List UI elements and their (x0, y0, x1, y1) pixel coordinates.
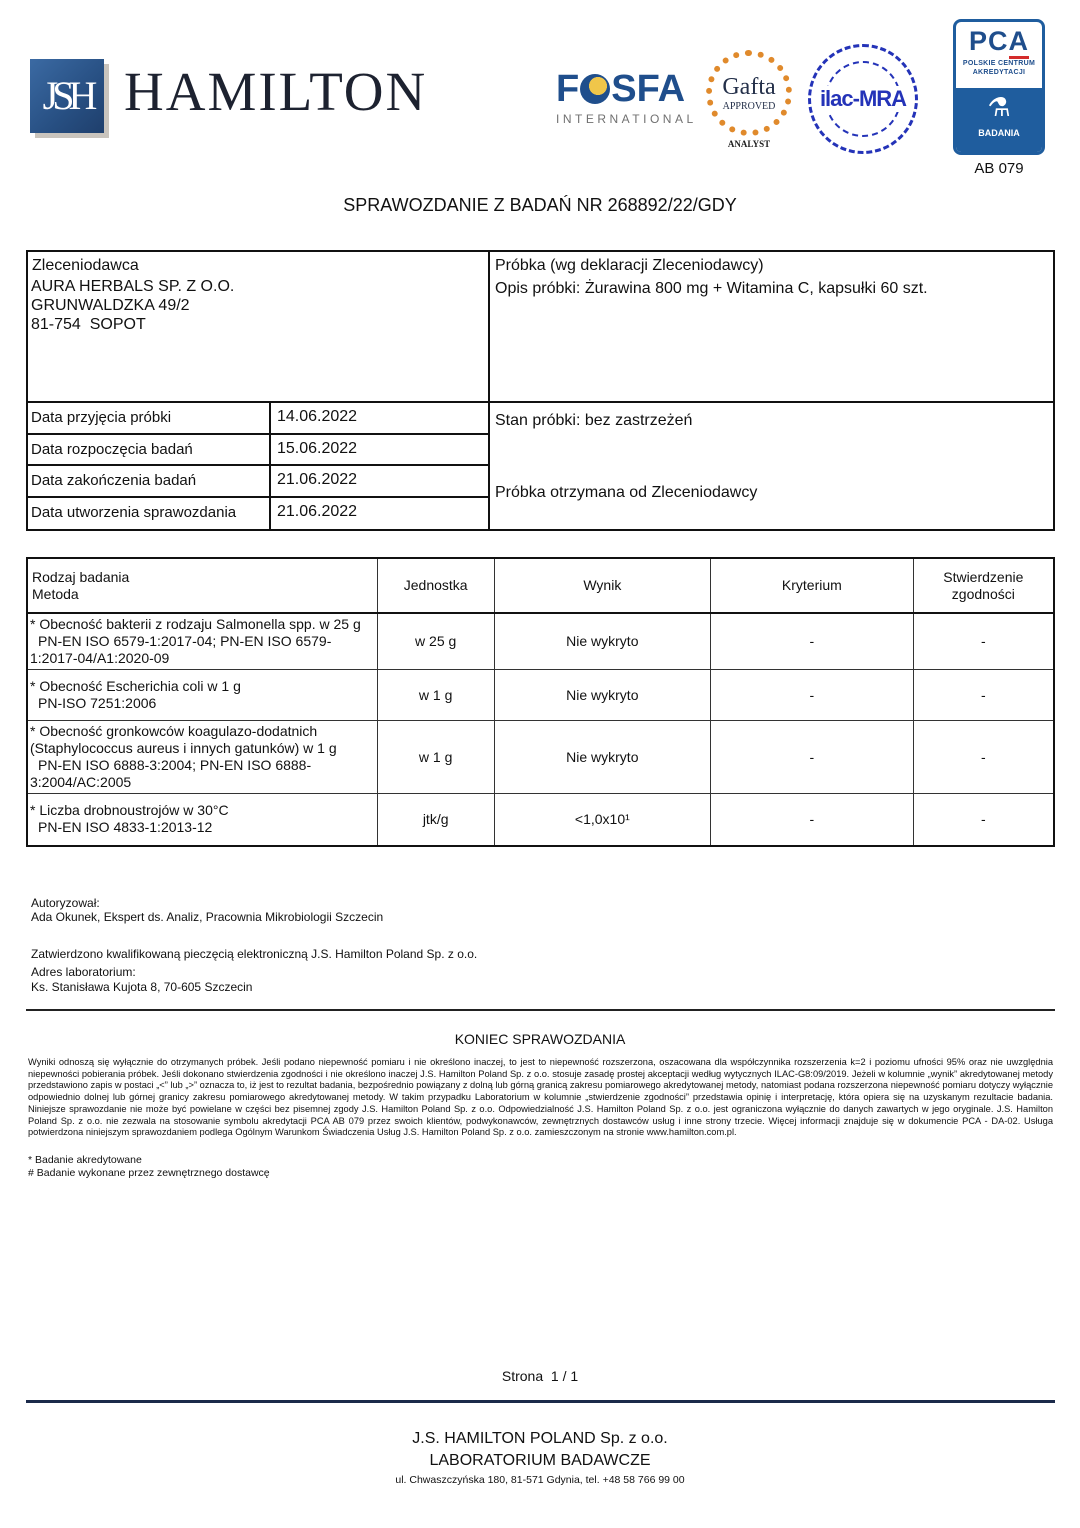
table-row (27, 613, 1054, 670)
conformity-cell: - (913, 794, 1054, 846)
fosfa-logo (556, 70, 696, 126)
globe-icon (580, 74, 610, 104)
gafta-approved-text: APPROVED (722, 100, 776, 112)
header-test-method (27, 558, 377, 613)
page-number: Strona 1 / 1 (501, 1368, 579, 1384)
test-name: * Obecność gronkowców koagulazo-dodatnich (30, 723, 318, 739)
test-name-cont: (Staphylococcus aureus i innych gatunków) w 1 g (30, 740, 337, 756)
test-cell (27, 794, 377, 846)
test-name: * Liczba drobnoustrojów w 30°C (30, 802, 229, 819)
date-label: Data rozpoczęcia badań (28, 435, 271, 465)
conformity-cell: - (913, 670, 1054, 721)
pca-subtitle-1: POLSKIE CENTRUM (962, 60, 1036, 67)
flask-icon: ⚗ (987, 92, 1011, 122)
legend-external: # Badanie wykonane przez zewnętrznego dostawcę (28, 1166, 270, 1179)
result-cell: <1,0x10¹ (494, 794, 711, 846)
result-cell: Nie wykryto (494, 721, 711, 794)
authorized-by-label: Autoryzował: (31, 896, 100, 910)
footer-lab: LABORATORIUM BADAWCZE (429, 1452, 651, 1469)
fosfa-subtitle: INTERNATIONAL (556, 112, 697, 126)
ilac-mra-text: ilac-MRA (819, 86, 907, 111)
table-header-row (27, 558, 1054, 613)
date-value: 14.06.2022 (277, 408, 358, 425)
test-name: * Obecność Escherichia coli w 1 g (30, 678, 241, 694)
unit-cell: w 1 g (377, 670, 494, 721)
table-row (27, 794, 1054, 846)
test-method-cont: 1:2017-04/A1:2020-09 (30, 650, 170, 666)
conformity-cell: - (913, 721, 1054, 794)
monogram-text: JSH (42, 73, 92, 118)
electronic-seal-note: Zatwierdzono kwalifikowaną pieczęcią elektroniczną J.S. Hamilton Poland Sp. z o.o. (31, 947, 478, 961)
criterion-cell: - (711, 794, 914, 846)
sample-description: Opis próbki: Żurawina 800 mg + Witamina C, kapsułki 60 szt. (495, 280, 928, 297)
client-name: AURA HERBALS SP. Z O.O. (31, 278, 235, 295)
test-method: PN-ISO 7251:2006 (38, 695, 157, 711)
date-value: 15.06.2022 (277, 439, 358, 457)
result-cell: Nie wykryto (494, 670, 711, 721)
test-cell (27, 613, 377, 670)
sample-condition: Stan próbki: bez zastrzeżeń (495, 412, 693, 429)
criterion-cell: - (711, 670, 914, 721)
header-test: Rodzaj badania (32, 568, 130, 585)
test-method: PN-EN ISO 4833-1:2013-12 (38, 819, 213, 836)
report-title: SPRAWOZDANIE Z BADAŃ NR 268892/22/GDY (343, 195, 737, 215)
sample-source: Próbka otrzymana od Zleceniodawcy (495, 484, 758, 501)
disclaimer-text: Wyniki odnoszą się wyłącznie do otrzymanych próbek. Jeśli podano niepewność pomiaru i nie określono inaczej, to jest to niepewność rozszerzona, oszacowana dla współczynnika rozszerzenia k=2 i poziomu ufności 95% oraz nie uwzględnia niepewności pobierania próbek. Jeśli dokonano stwierdzenia zgodności i nie określono inaczej J.S. Hamilton Poland Sp. z o.o. stosuje zasadę prostej akceptacji według wytycznych ILAC-G8:09/2019. Jeżeli w kolumnie „wynik” akredytowanej metody przedstawiono zapis w postaci „<” lub „>” oznacza to, iż jest to rezultat badania, bezpośrednio powiązany z dolną lub górną granicą zakresu pomiarowego akredytowanej metody, natomiast podana rozszerzona niepewność pomiaru dotyczy wyłącznie odpowiednio dolnej lub górnej granicy zakresu pomiarowego akredytowanej metody. W takim przypadku Laboratorium w kolumnie „stwierdzenie zgodności” przedstawia opinię i interpretację, która opiera się na uzyskanym rezultacie badania. Niniejsze sprawozdanie nie może być powielane w części bez pisemnej zgody J.S. Hamilton Poland Sp. z o.o. Odpowiedzialność J.S. Hamilton Poland Sp. z o.o. jest ograniczona wyłącznie do danych zawartych w jego oryginale. J.S. Hamilton Poland Sp. z o.o. nie zezwala na stosowanie symbolu akredytacji PCA AB 079 przez swoich klientów, podwykonawców, zewnętrznych dostawców usług i inne strony trzecie. Więcej informacji znajduje się w dokumencie PCA - DA-02. Usługa potwierdzona niniejszym sprawozdaniem podlega Ogólnym Warunkom Świadczenia Usług J.S. Hamilton Poland Sp. z o.o. zamieszczonym na stronie www.hamilton.com.pl. (28, 1057, 1053, 1138)
pca-accreditation-logo (953, 19, 1045, 155)
date-label: Data przyjęcia próbki (28, 403, 271, 433)
header-method: Metoda (32, 585, 79, 602)
end-of-report: KONIEC SPRAWOZDANIA (454, 1031, 626, 1047)
footer-address: ul. Chwaszczyńska 180, 81-571 Gdynia, tel. +48 58 766 99 00 (395, 1474, 685, 1486)
test-name: * Obecność bakterii z rodzaju Salmonella spp. w 25 g (30, 616, 361, 632)
client-city: 81-754 SOPOT (31, 316, 146, 333)
hamilton-logo-wordmark: HAMILTON (124, 61, 428, 122)
date-row (28, 466, 488, 498)
pca-subtitle-2: AKREDYTACJI (972, 69, 1026, 76)
date-row (28, 435, 488, 467)
criterion-cell: - (711, 721, 914, 794)
fosfa-wordmark: F SFA (556, 68, 686, 110)
header-criterion: Kryterium (711, 558, 914, 613)
legend (28, 1154, 270, 1179)
criterion-cell: - (711, 613, 914, 670)
unit-cell: w 25 g (377, 613, 494, 670)
gafta-wordmark: Gafta (722, 73, 776, 100)
test-method-cont: 3:2004/AC:2005 (30, 774, 132, 790)
authorized-by-person: Ada Okunek, Ekspert ds. Analiz, Pracownia Mikrobiologii Szczecin (31, 910, 384, 924)
lab-address-label: Adres laboratorium: (31, 965, 136, 979)
date-value: 21.06.2022 (277, 502, 358, 520)
gafta-approved-logo (706, 50, 792, 136)
results-table (26, 557, 1055, 847)
header-unit: Jednostka (377, 558, 494, 613)
table-row (27, 721, 1054, 794)
date-label: Data zakończenia badań (28, 466, 271, 496)
hamilton-monogram-logo (30, 59, 104, 133)
unit-cell: w 1 g (377, 721, 494, 794)
footer-divider (26, 1400, 1055, 1403)
date-value: 21.06.2022 (277, 471, 358, 488)
dates-grid (28, 403, 488, 529)
sample-label: Próbka (wg deklaracji Zleceniodawcy) (495, 257, 764, 274)
test-method: PN-EN ISO 6579-1:2017-04; PN-EN ISO 6579- (38, 633, 332, 649)
info-box-divider (488, 250, 490, 531)
test-method: PN-EN ISO 6888-3:2004; PN-EN ISO 6888- (38, 757, 312, 773)
date-row (28, 403, 488, 435)
header-conformity (913, 558, 1054, 613)
lab-address: Ks. Stanisława Kujota 8, 70-605 Szczecin (31, 980, 253, 994)
header-conformity-1: Stwierdzenie (943, 568, 1024, 585)
header-conformity-2: zgodności (951, 585, 1015, 602)
accreditation-code: AB 079 (974, 160, 1024, 177)
date-row (28, 498, 488, 530)
gafta-analyst-caption: ANALYST (727, 139, 771, 149)
test-cell (27, 721, 377, 794)
unit-cell: jtk/g (377, 794, 494, 846)
table-row (27, 670, 1054, 721)
ilac-mra-logo (808, 44, 918, 154)
pca-badge-label: BADANIA (978, 128, 1020, 138)
result-cell: Nie wykryto (494, 613, 711, 670)
conformity-cell: - (913, 613, 1054, 670)
footer (0, 1428, 1080, 1488)
legend-accredited: * Badanie akredytowane (28, 1154, 142, 1166)
client-street: GRUNWALDZKA 49/2 (31, 297, 190, 314)
pca-wordmark: PCA (956, 28, 1042, 55)
header-result: Wynik (494, 558, 711, 613)
test-cell (27, 670, 377, 721)
footer-company: J.S. HAMILTON POLAND Sp. z o.o. (412, 1430, 668, 1447)
section-divider (26, 1009, 1055, 1011)
client-label: Zleceniodawca (32, 257, 139, 274)
date-label: Data utworzenia sprawozdania (28, 498, 271, 530)
